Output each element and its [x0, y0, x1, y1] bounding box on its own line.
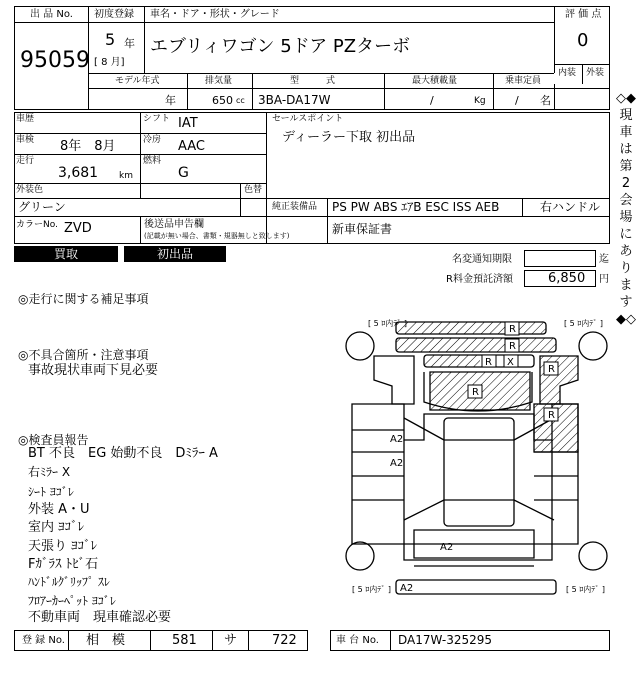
capacity-label: 乗車定員 — [505, 76, 542, 86]
equipment-label: 純正装備品 — [272, 202, 318, 212]
reg-class: 581 — [172, 633, 197, 648]
damage-mark: R — [548, 364, 555, 375]
max-load-label: 最大積載量 — [412, 76, 458, 86]
inspector-line: 天張り ﾖｺﾞﾚ — [28, 539, 98, 554]
inspector-title: ◎検査員報告 — [18, 433, 89, 447]
tire-rear-right — [579, 542, 607, 570]
damage-mark: R — [485, 357, 492, 368]
lot-label: 出 品 No. — [30, 9, 73, 20]
chassis-label: 車 台 No. — [336, 635, 379, 646]
recycle-value: 6,850 — [548, 271, 586, 286]
shift-label: シフト — [143, 114, 171, 124]
inspection-label: 車検 — [16, 135, 35, 145]
defect-notes-title: ◎不具合箇所・注意事項 — [18, 348, 149, 362]
venue-notice: ◇◆現車は第2会場にあります◆◇ — [616, 91, 636, 327]
inspector-line: 外装 A・U — [28, 502, 90, 517]
notice-box — [524, 250, 596, 267]
ac-value: AAC — [178, 139, 205, 154]
mileage-label: 走行 — [16, 156, 35, 166]
first-reg-month: [ 8 月] — [94, 57, 125, 68]
color-swatch-label: 色替 — [244, 185, 263, 195]
sales-point: ディーラー下取 初出品 — [282, 130, 416, 145]
ext-color-value: グリーン — [18, 200, 66, 214]
type-value: 3BA-DA17W — [258, 93, 331, 107]
driving-notes-title: ◎走行に関する補足事項 — [18, 292, 149, 306]
equipment-value: PS PW ABS ｴｱB ESC ISS AEB — [332, 200, 500, 214]
damage-mark: A2 — [390, 434, 404, 445]
inspector-line: 室内 ﾖｺﾞﾚ — [28, 520, 85, 535]
inspector-line: ﾊﾝﾄﾞﾙｸﾞﾘｯﾌﾟ ｽﾚ — [28, 575, 110, 589]
steering-value: 右ハンドル — [540, 200, 601, 214]
tire-front-left — [346, 332, 374, 360]
tire-rear-left — [346, 542, 374, 570]
shift-value: IAT — [178, 116, 198, 131]
first-listing-badge: 初出品 — [124, 246, 226, 262]
mileage-unit: km — [119, 171, 133, 181]
color-no-label: カラーNo. — [16, 220, 58, 230]
inspection-value: 8年 8月 — [60, 139, 116, 154]
warranty-value: 新車保証書 — [332, 222, 393, 236]
reg-number: 722 — [272, 633, 297, 648]
mileage-value: 3,681 — [58, 165, 99, 181]
front-bumper-top — [396, 322, 546, 334]
tire-label-fr: [ 5 ﾛ内ﾃﾞ ] — [564, 319, 603, 328]
type-label: 型 式 — [290, 76, 336, 86]
first-reg-year-unit: 年 — [124, 37, 135, 50]
front-bumper-mid — [396, 338, 556, 352]
damage-mark: R — [472, 387, 479, 398]
displacement-value: 650 — [212, 94, 233, 107]
damage-mark: R — [548, 410, 555, 421]
sales-point-label: セールスポイント — [272, 114, 344, 124]
aftermarket-note: (記載が無い場合、書類・規器無しと致します) — [144, 232, 290, 240]
model-year-unit: 年 — [165, 94, 176, 107]
reg-label: 登 録 No. — [22, 635, 65, 646]
first-reg-year: 5 — [105, 30, 116, 49]
car-name: エブリィワゴン 5ドア PZターボ — [150, 36, 411, 57]
fuel-value: G — [178, 165, 189, 181]
notice-unit: 迄 — [599, 254, 609, 265]
rear-bumper — [396, 580, 556, 594]
left-side-panel — [374, 356, 414, 404]
inspector-line: 不動車両 現車確認必要 — [28, 610, 172, 625]
interior-label: 内装 — [558, 68, 577, 78]
damage-mark: A2 — [390, 458, 404, 469]
car-damage-diagram — [340, 312, 614, 630]
history-label: 車歴 — [16, 114, 35, 124]
roof-panel — [444, 418, 514, 526]
capacity-slash: / — [515, 94, 519, 107]
tire-label-fl: [ 5 ﾛ内ﾃﾞ ] — [368, 319, 407, 328]
tire-label-rr: [ 5 ﾛ内ﾃﾞ ] — [566, 585, 605, 594]
ac-label: 冷房 — [143, 135, 162, 145]
car-name-label: 車名・ドア・形状・グレード — [150, 9, 280, 20]
lot-number: 95059 — [20, 48, 90, 73]
tire-label-rl: [ 5 ﾛ内ﾃﾞ ] — [352, 585, 391, 594]
recycle-label: R料金預託済額 — [446, 274, 513, 285]
fuel-label: 燃料 — [143, 156, 162, 166]
chassis-number: DA17W-325295 — [398, 633, 493, 647]
inspector-line: ﾌﾛｱｰｶｰﾍﾟｯﾄ ﾖｺﾞﾚ — [28, 594, 116, 608]
notice-label: 名変通知期限 — [452, 254, 512, 265]
inspector-line: BT 不良 EG 始動不良 Dﾐﾗｰ A — [28, 446, 218, 461]
model-year-label: モデル年式 — [115, 76, 160, 86]
color-no-value: ZVD — [64, 221, 92, 236]
score-value: 0 — [577, 30, 589, 51]
tire-front-right — [579, 332, 607, 360]
reg-kana: サ — [224, 633, 238, 648]
damage-mark: A2 — [400, 583, 414, 594]
reg-area: 相 模 — [86, 633, 126, 648]
inspector-line: ｼｰﾄ ﾖｺﾞﾚ — [28, 485, 74, 499]
ext-color-label: 外装色 — [16, 185, 44, 195]
score-label: 評 価 点 — [565, 9, 602, 20]
exterior-label: 外装 — [586, 68, 605, 78]
recycle-unit: 円 — [599, 274, 609, 285]
buy-badge: 買取 — [14, 246, 118, 262]
first-reg-label: 初度登録 — [94, 9, 134, 20]
inspector-line: Fｶﾞﾗｽ ﾄﾋﾞ石 — [28, 557, 99, 572]
capacity-unit: 名 — [540, 94, 551, 107]
max-load-unit: Kg — [474, 96, 486, 106]
damage-mark: R — [509, 324, 516, 335]
defect-notes-text: 事故現状車両下見必要 — [28, 363, 159, 378]
displacement-unit: cc — [236, 96, 245, 105]
inspector-line: 右ﾐﾗｰ X — [28, 465, 71, 479]
displacement-label: 排気量 — [205, 76, 233, 86]
aftermarket-label: 後送品申告欄 — [144, 219, 204, 230]
damage-mark: X — [507, 357, 514, 368]
max-load-slash: / — [430, 94, 434, 107]
damage-mark: R — [509, 341, 516, 352]
damage-mark: A2 — [440, 542, 454, 553]
